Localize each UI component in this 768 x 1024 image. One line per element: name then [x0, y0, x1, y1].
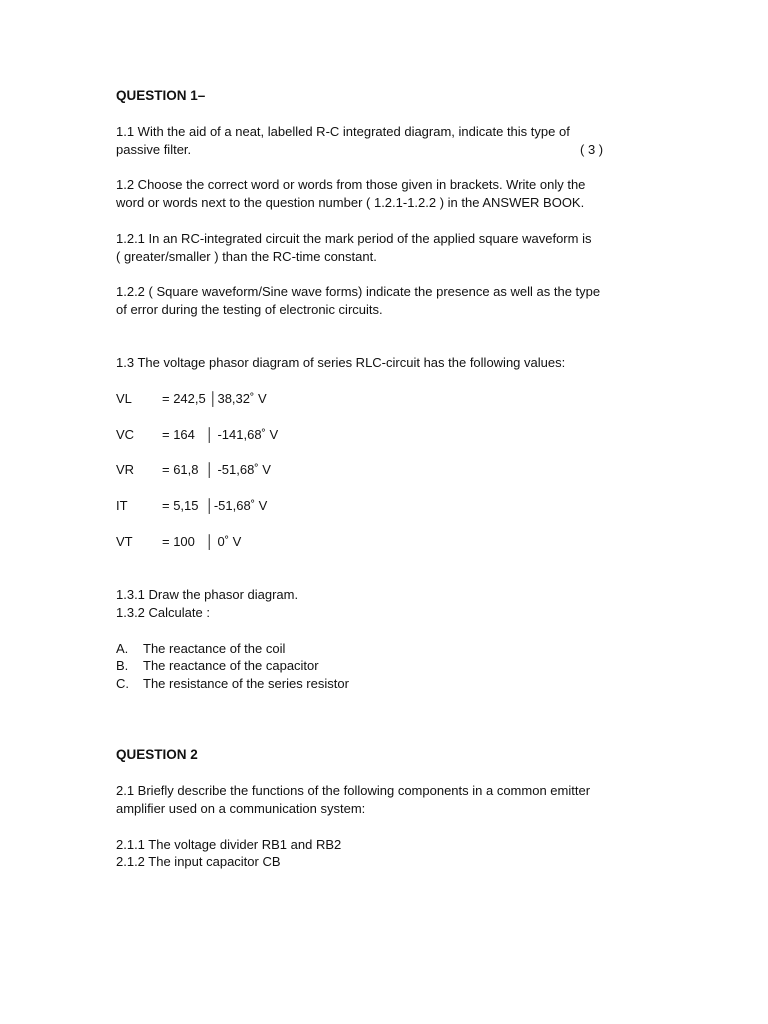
- phasor-row-vr: [116, 461, 271, 479]
- phasor-row-vl: [116, 390, 267, 408]
- q2-1-text-line2: amplifier used on a communication system:: [116, 801, 366, 816]
- q2-1-text-line1: 2.1 Briefly describe the functions of the following components in a common emitter: [116, 783, 591, 798]
- q1-1-text-line1: 1.1 With the aid of a neat, labelled R-C integrated diagram, indicate this type of: [116, 124, 570, 139]
- phasor-value: = 164 │ -141,68˚ V: [162, 427, 279, 442]
- list-item: [116, 675, 349, 693]
- phasor-value: = 5,15 │-51,68˚ V: [162, 498, 268, 513]
- phasor-symbol: VR: [116, 462, 135, 477]
- list-item-text: The reactance of the capacitor: [143, 658, 319, 673]
- question-1-heading: QUESTION 1–: [116, 88, 206, 103]
- list-item-text: The resistance of the series resistor: [143, 676, 349, 691]
- q1-3-intro: 1.3 The voltage phasor diagram of series RLC-circuit has the following values:: [116, 355, 566, 370]
- phasor-row-it: [116, 497, 267, 515]
- q2-1-1-text: 2.1.1 The voltage divider RB1 and RB2: [116, 837, 342, 852]
- phasor-symbol: VC: [116, 427, 135, 442]
- list-item-text: The reactance of the coil: [143, 641, 286, 656]
- list-item-letter: A.: [116, 641, 129, 656]
- q1-2-1-text-line1: 1.2.1 In an RC-integrated circuit the mark period of the applied square waveform is: [116, 231, 592, 246]
- q1-3-1-text: 1.3.1 Draw the phasor diagram.: [116, 587, 299, 602]
- list-item-letter: C.: [116, 676, 129, 691]
- list-item-letter: B.: [116, 658, 129, 673]
- list-item: [116, 640, 285, 658]
- phasor-value: = 61,8 │ -51,68˚ V: [162, 462, 271, 477]
- q1-2-text-line1: 1.2 Choose the correct word or words from those given in brackets. Write only the: [116, 177, 586, 192]
- q1-2-2-text-line1: 1.2.2 ( Square waveform/Sine wave forms) indicate the presence as well as the type: [116, 284, 601, 299]
- phasor-row-vc: [116, 426, 278, 444]
- phasor-row-vt: [116, 533, 241, 551]
- q1-2-2-text-line2: of error during the testing of electronic circuits.: [116, 302, 383, 317]
- q2-1-2-text: 2.1.2 The input capacitor CB: [116, 854, 281, 869]
- q1-1-text-line2: passive filter.: [116, 142, 192, 157]
- list-item: [116, 657, 319, 675]
- phasor-value: = 100 │ 0˚ V: [162, 534, 242, 549]
- q1-2-text-line2: word or words next to the question number ( 1.2.1-1.2.2 ) in the ANSWER BOOK.: [116, 195, 585, 210]
- phasor-symbol: VL: [116, 391, 132, 406]
- phasor-symbol: VT: [116, 534, 133, 549]
- question-2-heading: QUESTION 2: [116, 747, 198, 762]
- phasor-symbol: IT: [116, 498, 128, 513]
- phasor-value: = 242,5 │38,32˚ V: [162, 391, 267, 406]
- q1-1-marks: ( 3 ): [580, 142, 604, 157]
- q1-3-2-text: 1.3.2 Calculate :: [116, 605, 210, 620]
- q1-2-1-text-line2: ( greater/smaller ) than the RC-time constant.: [116, 249, 377, 264]
